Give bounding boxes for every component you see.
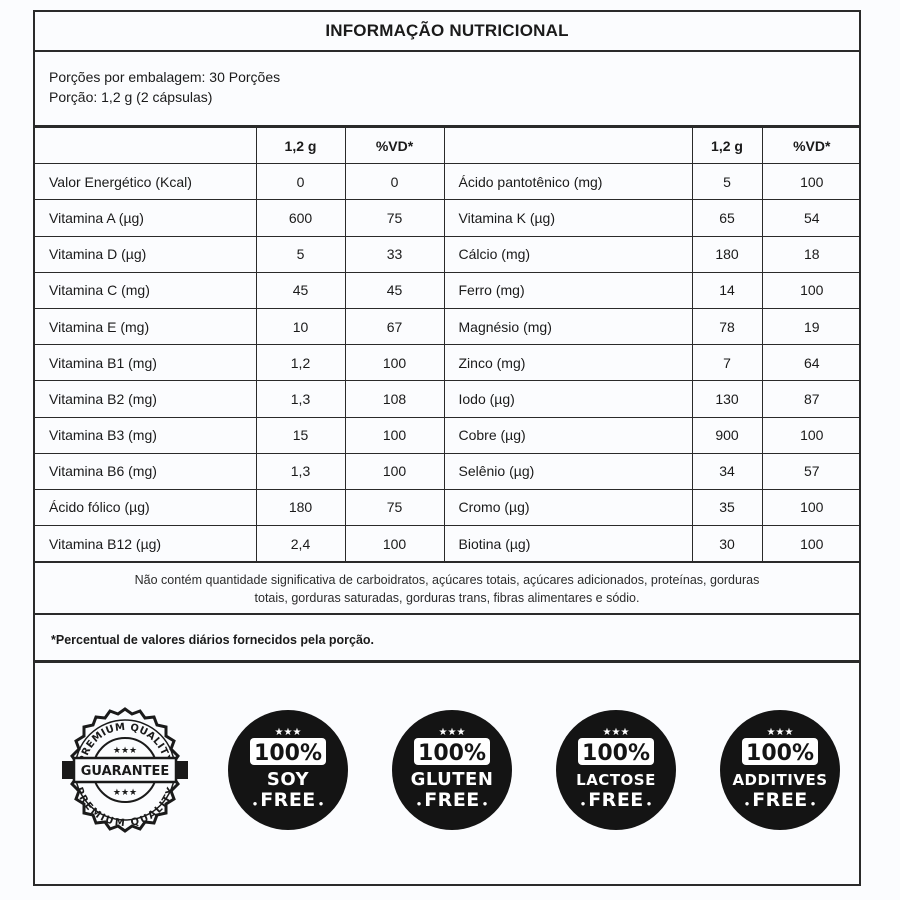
nutrient-amount-right: 900 — [692, 417, 762, 453]
nutrient-name-right: Selênio (µg) — [444, 453, 692, 489]
badge-stars-icon: ★★★ — [602, 727, 630, 739]
badge-dot-left-icon: ● — [416, 799, 422, 809]
badge-stars-icon: ★★★ — [274, 727, 302, 739]
nutrient-amount-right: 7 — [692, 345, 762, 381]
nutrient-name-right: Iodo (µg) — [444, 381, 692, 417]
nutrient-dv-left: 67 — [345, 308, 444, 344]
nutrient-dv-right: 19 — [762, 308, 861, 344]
nutrient-amount-left: 180 — [256, 489, 345, 525]
badge-dot-right-icon: ● — [482, 799, 488, 809]
table-row — [35, 308, 861, 344]
nutrient-amount-right: 14 — [692, 272, 762, 308]
nutrition-label — [33, 10, 861, 886]
nutrient-name-left: Vitamina A (µg) — [35, 200, 256, 236]
free-badge — [387, 705, 517, 835]
table-row — [35, 489, 861, 525]
header-dv-right: %VD* — [762, 128, 861, 164]
nutrient-amount-right: 130 — [692, 381, 762, 417]
badge-line-2: FREE — [752, 789, 808, 812]
nutrient-amount-left: 15 — [256, 417, 345, 453]
badge-dot-right-icon: ● — [810, 799, 816, 809]
badge-percent: 100% — [746, 741, 814, 767]
badge-line-2: FREE — [424, 789, 480, 812]
seal-banner-text: GUARANTEE — [80, 764, 170, 780]
nutrient-name-left: Valor Energético (Kcal) — [35, 164, 256, 200]
nutrient-name-left: Vitamina B2 (mg) — [35, 381, 256, 417]
nutrient-amount-right: 34 — [692, 453, 762, 489]
badge-dot-left-icon: ● — [252, 799, 258, 809]
nutrient-amount-right: 180 — [692, 236, 762, 272]
nutrient-amount-left: 45 — [256, 272, 345, 308]
nutrient-table — [35, 128, 861, 562]
badge-line-1: GLUTEN — [410, 769, 494, 791]
badge-dot-right-icon: ● — [318, 799, 324, 809]
table-row — [35, 526, 861, 562]
badge-line-2: FREE — [260, 789, 316, 812]
nutrient-dv-left: 100 — [345, 345, 444, 381]
nutrient-name-left: Vitamina E (mg) — [35, 308, 256, 344]
label-title: INFORMAÇÃO NUTRICIONAL — [35, 12, 859, 52]
nutrient-amount-left: 1,3 — [256, 381, 345, 417]
badge-line-1: LACTOSE — [576, 771, 656, 790]
nutrient-dv-left: 75 — [345, 489, 444, 525]
seal-bottom-text: PREMIUM QUALITY — [72, 786, 178, 830]
nutrient-amount-left: 5 — [256, 236, 345, 272]
nutrient-dv-right: 64 — [762, 345, 861, 381]
seal-stars-bottom-icon: ★★★ — [112, 787, 138, 798]
nutrient-amount-right: 30 — [692, 526, 762, 562]
serving-info — [35, 52, 859, 128]
badge-stars-icon: ★★★ — [438, 727, 466, 739]
nutrient-dv-left: 75 — [345, 200, 444, 236]
nutrient-dv-right: 87 — [762, 381, 861, 417]
free-badge — [715, 705, 845, 835]
nutrient-dv-right: 57 — [762, 453, 861, 489]
nutrient-name-right: Vitamina K (µg) — [444, 200, 692, 236]
nutrient-name-left: Vitamina B6 (mg) — [35, 453, 256, 489]
table-row — [35, 417, 861, 453]
badge-dot-left-icon: ● — [744, 799, 750, 809]
nutrient-name-left: Vitamina C (mg) — [35, 272, 256, 308]
header-empty-left — [35, 128, 256, 164]
table-row — [35, 200, 861, 236]
nutrient-name-right: Magnésio (mg) — [444, 308, 692, 344]
nutrient-amount-right: 65 — [692, 200, 762, 236]
nutrient-dv-right: 100 — [762, 526, 861, 562]
nutrient-amount-right: 35 — [692, 489, 762, 525]
badge-line-1: ADDITIVES — [732, 771, 828, 790]
table-header-row — [35, 128, 861, 164]
header-amount: 1,2 g — [256, 128, 345, 164]
nutrient-dv-right: 100 — [762, 489, 861, 525]
nutrient-amount-right: 78 — [692, 308, 762, 344]
badges-area — [35, 663, 859, 883]
nutrient-dv-right: 100 — [762, 417, 861, 453]
free-badge — [223, 705, 353, 835]
free-badge — [551, 705, 681, 835]
nutrient-dv-right: 18 — [762, 236, 861, 272]
nutrient-amount-left: 1,3 — [256, 453, 345, 489]
nutrient-name-right: Zinco (mg) — [444, 345, 692, 381]
table-row — [35, 453, 861, 489]
seal-top-text: REMIUM QUALIT — [80, 721, 170, 758]
badge-dot-left-icon: ● — [580, 799, 586, 809]
table-row — [35, 381, 861, 417]
not-significant-note — [35, 562, 859, 615]
nutrient-amount-right: 5 — [692, 164, 762, 200]
nutrient-dv-right: 54 — [762, 200, 861, 236]
seal-stars-top-icon: ★★★ — [112, 745, 138, 756]
servings-per-package: Porções por embalagem: 30 Porções — [49, 69, 281, 85]
nutrient-name-left: Vitamina D (µg) — [35, 236, 256, 272]
nutrient-dv-left: 100 — [345, 417, 444, 453]
nutrient-dv-left: 45 — [345, 272, 444, 308]
note-line-1: Não contém quantidade significativa de carboidratos, açúcares totais, açúcares adicionados, proteínas, gorduras — [134, 573, 760, 588]
nutrient-dv-left: 100 — [345, 453, 444, 489]
nutrient-dv-right: 100 — [762, 164, 861, 200]
note-line-2: totais, gorduras saturadas, gorduras trans, fibras alimentares e sódio. — [254, 591, 640, 606]
nutrient-amount-left: 10 — [256, 308, 345, 344]
badge-percent: 100% — [582, 741, 650, 767]
nutrient-dv-left: 33 — [345, 236, 444, 272]
nutrient-dv-left: 0 — [345, 164, 444, 200]
premium-quality-seal — [60, 705, 190, 835]
nutrient-name-left: Vitamina B1 (mg) — [35, 345, 256, 381]
header-empty-right — [444, 128, 692, 164]
dv-footnote: *Percentual de valores diários fornecidos pela porção. — [35, 615, 859, 663]
badge-line-1: SOY — [266, 769, 310, 791]
badge-percent: 100% — [254, 741, 322, 767]
table-row — [35, 272, 861, 308]
badge-stars-icon: ★★★ — [766, 727, 794, 739]
nutrient-name-right: Cobre (µg) — [444, 417, 692, 453]
nutrient-name-right: Cromo (µg) — [444, 489, 692, 525]
nutrient-amount-left: 600 — [256, 200, 345, 236]
nutrient-name-left: Vitamina B12 (µg) — [35, 526, 256, 562]
nutrient-amount-left: 0 — [256, 164, 345, 200]
nutrient-name-left: Vitamina B3 (mg) — [35, 417, 256, 453]
nutrient-name-right: Biotina (µg) — [444, 526, 692, 562]
nutrient-amount-left: 2,4 — [256, 526, 345, 562]
nutrient-dv-left: 108 — [345, 381, 444, 417]
header-amount-right: 1,2 g — [692, 128, 762, 164]
nutrient-name-right: Cálcio (mg) — [444, 236, 692, 272]
nutrient-amount-left: 1,2 — [256, 345, 345, 381]
nutrient-name-left: Ácido fólico (µg) — [35, 489, 256, 525]
nutrient-name-right: Ferro (mg) — [444, 272, 692, 308]
header-dv: %VD* — [345, 128, 444, 164]
table-row — [35, 236, 861, 272]
badge-dot-right-icon: ● — [646, 799, 652, 809]
nutrient-name-right: Ácido pantotênico (mg) — [444, 164, 692, 200]
portion-size: Porção: 1,2 g (2 cápsulas) — [49, 89, 213, 105]
badge-percent: 100% — [418, 741, 486, 767]
nutrient-dv-right: 100 — [762, 272, 861, 308]
badge-line-2: FREE — [588, 789, 644, 812]
nutrient-dv-left: 100 — [345, 526, 444, 562]
table-row — [35, 345, 861, 381]
table-row — [35, 164, 861, 200]
